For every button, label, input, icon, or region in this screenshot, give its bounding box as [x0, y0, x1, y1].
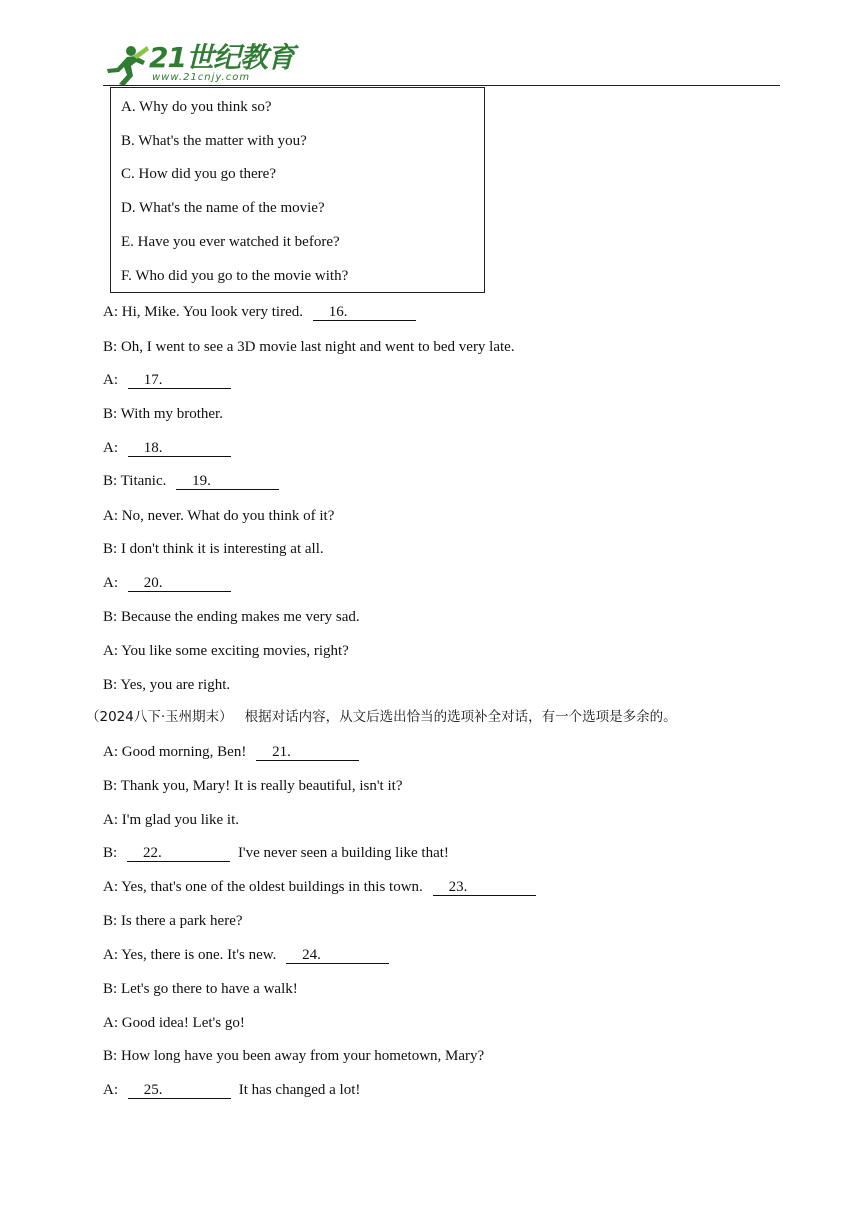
dialogue-line — [103, 878, 536, 896]
speaker: B: — [103, 406, 118, 422]
running-man-icon — [103, 42, 149, 86]
dialogue-line — [103, 946, 389, 964]
line-text: Is there a park here? — [120, 913, 243, 929]
dialogue-line — [103, 608, 360, 626]
speaker: B: — [103, 778, 118, 794]
speaker: A: — [103, 744, 118, 760]
option-c: C. How did you go there? — [121, 166, 276, 182]
answer-blank[interactable]: 16. — [313, 304, 416, 321]
speaker: B: — [103, 981, 118, 997]
speaker: B: — [103, 473, 118, 489]
answer-blank[interactable]: 24. — [286, 947, 389, 964]
section-source: （2024八下·玉州期末） — [86, 709, 233, 725]
speaker: B: — [103, 339, 118, 355]
dialogue-line — [103, 371, 231, 389]
answer-blank[interactable]: 20. — [128, 575, 231, 592]
speaker: B: — [103, 609, 118, 625]
dialogue-line — [103, 811, 239, 829]
line-text: Yes, that's one of the oldest buildings in this town. — [121, 879, 423, 895]
dialogue-line — [103, 642, 349, 660]
dialogue-line — [103, 303, 416, 321]
logo-url: www.21cnjy.com — [152, 72, 251, 83]
answer-blank[interactable]: 25. — [128, 1082, 231, 1099]
line-text: Because the ending makes me very sad. — [120, 609, 360, 625]
dialogue-line — [103, 1047, 484, 1065]
dialogue-line — [103, 912, 243, 930]
dialogue-line — [103, 980, 298, 998]
speaker: A: — [103, 575, 118, 591]
option-f: F. Who did you go to the movie with? — [121, 268, 349, 284]
line-text: It has changed a lot! — [238, 1082, 361, 1098]
dialogue-line — [103, 574, 231, 592]
answer-blank[interactable]: 18. — [128, 440, 231, 457]
speaker: B: — [103, 677, 118, 693]
dialogue-line — [103, 405, 223, 423]
line-text: Yes, there is one. It's new. — [121, 947, 277, 963]
line-text: Good idea! Let's go! — [121, 1015, 245, 1031]
speaker: A: — [103, 643, 118, 659]
dialogue-line — [103, 540, 324, 558]
logo-text: 21世纪教育 — [149, 41, 294, 74]
speaker: A: — [103, 508, 118, 524]
dialogue-line — [103, 844, 449, 862]
dialogue-line — [103, 1014, 245, 1032]
dialogue-line — [103, 743, 359, 761]
dialogue-line — [103, 439, 231, 457]
speaker: A: — [103, 1015, 118, 1031]
line-text: I've never seen a building like that! — [237, 845, 449, 861]
line-text: Thank you, Mary! It is really beautiful, isn't it? — [120, 778, 403, 794]
answer-blank[interactable]: 23. — [433, 879, 536, 896]
line-text: How long have you been away from your hometown, Mary? — [120, 1048, 485, 1064]
option-a: A. Why do you think so? — [121, 99, 272, 115]
dialogue-line — [103, 777, 402, 795]
line-text: Oh, I went to see a 3D movie last night and went to bed very late. — [120, 339, 515, 355]
dialogue-line — [103, 676, 230, 694]
speaker: B: — [103, 541, 118, 557]
dialogue-line — [103, 338, 515, 356]
line-text: No, never. What do you think of it? — [121, 508, 335, 524]
answer-blank[interactable]: 22. — [127, 845, 230, 862]
line-text: Hi, Mike. You look very tired. — [121, 304, 303, 320]
answer-blank[interactable]: 17. — [128, 372, 231, 389]
line-text: I'm glad you like it. — [121, 812, 240, 828]
line-text: Let's go there to have a walk! — [120, 981, 298, 997]
option-d: D. What's the name of the movie? — [121, 200, 325, 216]
options-box — [110, 87, 485, 293]
dialogue-line — [103, 472, 279, 490]
answer-blank[interactable]: 21. — [256, 744, 359, 761]
line-text: Yes, you are right. — [120, 677, 231, 693]
header-rule — [103, 85, 780, 86]
dialogue-line — [103, 1081, 360, 1099]
speaker: A: — [103, 372, 118, 388]
line-text: I don't think it is interesting at all. — [120, 541, 324, 557]
line-text: With my brother. — [120, 406, 223, 422]
dialogue-line — [103, 507, 334, 525]
line-text: Titanic. — [120, 473, 167, 489]
speaker: A: — [103, 947, 118, 963]
speaker: A: — [103, 879, 118, 895]
speaker: B: — [103, 845, 118, 861]
section-instruction: 根据对话内容，从文后选出恰当的选项补全对话，有一个选项是多余的。 — [244, 709, 677, 725]
line-text: Good morning, Ben! — [121, 744, 247, 760]
option-e: E. Have you ever watched it before? — [121, 234, 340, 250]
line-text: You like some exciting movies, right? — [121, 643, 349, 659]
answer-blank[interactable]: 19. — [176, 473, 279, 490]
option-b: B. What's the matter with you? — [121, 133, 307, 149]
speaker: A: — [103, 304, 118, 320]
speaker: B: — [103, 1048, 118, 1064]
speaker: A: — [103, 812, 118, 828]
speaker: B: — [103, 913, 118, 929]
speaker: A: — [103, 1082, 118, 1098]
speaker: A: — [103, 440, 118, 456]
section-heading — [86, 708, 677, 726]
